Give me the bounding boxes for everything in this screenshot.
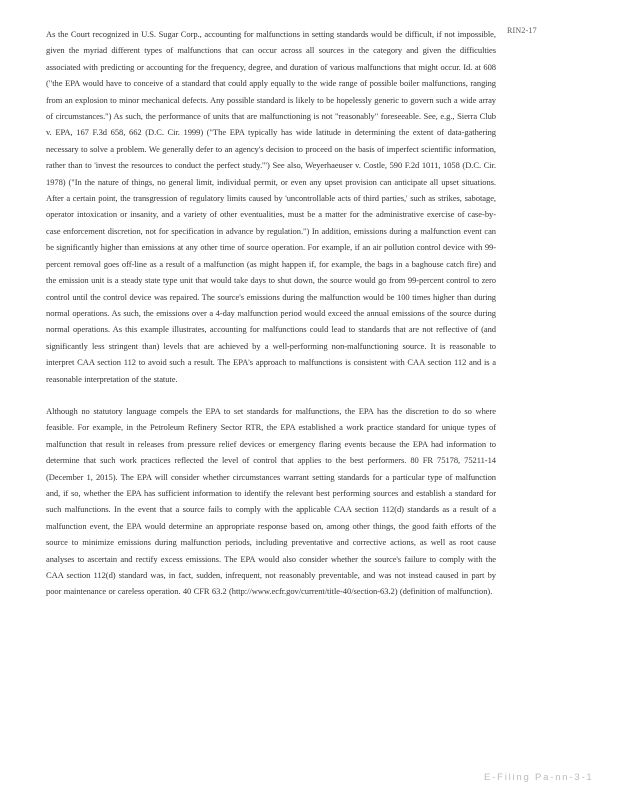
- document-id: RIN2-17: [507, 26, 537, 35]
- page-footer: E-Filing Pa-nn-3-1: [484, 772, 594, 783]
- body-paragraph-2: Although no statutory language compels the EPA to set standards for malfunctions, the EPA has the discretion to do so where feasible. For example, in the Petroleum Refinery Sector RTR, the EPA established a work practice standard for unique types of malfunction that result in releases from pressure relief devices or emergency flaring events because the EPA had information to determine that such work practices reflected the level of control that applies to the best performers. 80 FR 75178, 75211-14 (December 1, 2015). The EPA will consider whether circumstances warrant setting standards for a particular type of malfunction and, if so, whether the EPA has sufficient information to identify the relevant best performing sources and establish a standard for such malfunctions. In the event that a source fails to comply with the applicable CAA section 112(d) standards as a result of a malfunction event, the EPA would determine an appropriate response based on, among other things, the good faith efforts of the source to minimize emissions during malfunction periods, including preventative and corrective actions, as well as root cause analyses to ascertain and rectify excess emissions. The EPA would also consider whether the source's failure to comply with the CAA section 112(d) standard was, in fact, sudden, infrequent, not reasonably preventable, and was not instead caused in part by poor maintenance or careless operation. 40 CFR 63.2 (http://www.ecfr.gov/current/title-40/section-63.2) (definition of malfunction).: [46, 405, 496, 597]
- body-paragraph-1: As the Court recognized in U.S. Sugar Corp., accounting for malfunctions in setting standards would be difficult, if not impossible, given the myriad different types of malfunctions that can occur across all sources in the category and given the difficulties associated with predicting or accounting for the frequency, degree, and duration of various malfunctions that might occur. Id. at 608 ("the EPA would have to conceive of a standard that could apply equally to the wide range of possible boiler malfunctions, ranging from an explosion to minor mechanical defects. Any possible standard is likely to be hopelessly generic to govern such a wide array of circumstances.") As such, the performance of units that are malfunctioning is not "reasonably" foreseeable. See, e.g., Sierra Club v. EPA, 167 F.3d 658, 662 (D.C. Cir. 1999) ("The EPA typically has wide latitude in determining the extent of data-gathering necessary to solve a problem. We generally defer to an agency's decision to proceed on the basis of imperfect scientific information, rather than to 'invest the resources to conduct the perfect study.'") See also, Weyerhaeuser v. Costle, 590 F.2d 1011, 1058 (D.C. Cir. 1978) ("In the nature of things, no general limit, individual permit, or even any upset provision can anticipate all upset situations. After a certain point, the transgression of regulatory limits caused by 'uncontrollable acts of third parties,' such as strikes, sabotage, operator intoxication or insanity, and a variety of other eventualities, must be a matter for the administrative exercise of case-by-case enforcement discretion, not for specification in advance by regulation.") In addition, emissions during a malfunction event can be significantly higher than emissions at any other time of source operation. For example, if an air pollution control device with 99-percent removal goes off-line as a result of a malfunction (as might happen if, for example, the bags in a baghouse catch fire) and the emission unit is a steady state type unit that would take days to shut down, the source would go from 99-percent control to zero control until the control device was repaired. The source's emissions during the malfunction would be 100 times higher than during normal operations. As such, the emissions over a 4-day malfunction period would exceed the annual emissions of the source during normal operations. As this example illustrates, accounting for malfunctions could lead to standards that are not reflective of (and significantly less stringent than) levels that are achieved by a well-performing non-malfunctioning source. It is reasonable to interpret CAA section 112 to avoid such a result. The EPA's approach to malfunctions is consistent with CAA section 112 and is a reasonable interpretation of the statute.: [46, 29, 496, 384]
- document-body: [46, 26, 496, 600]
